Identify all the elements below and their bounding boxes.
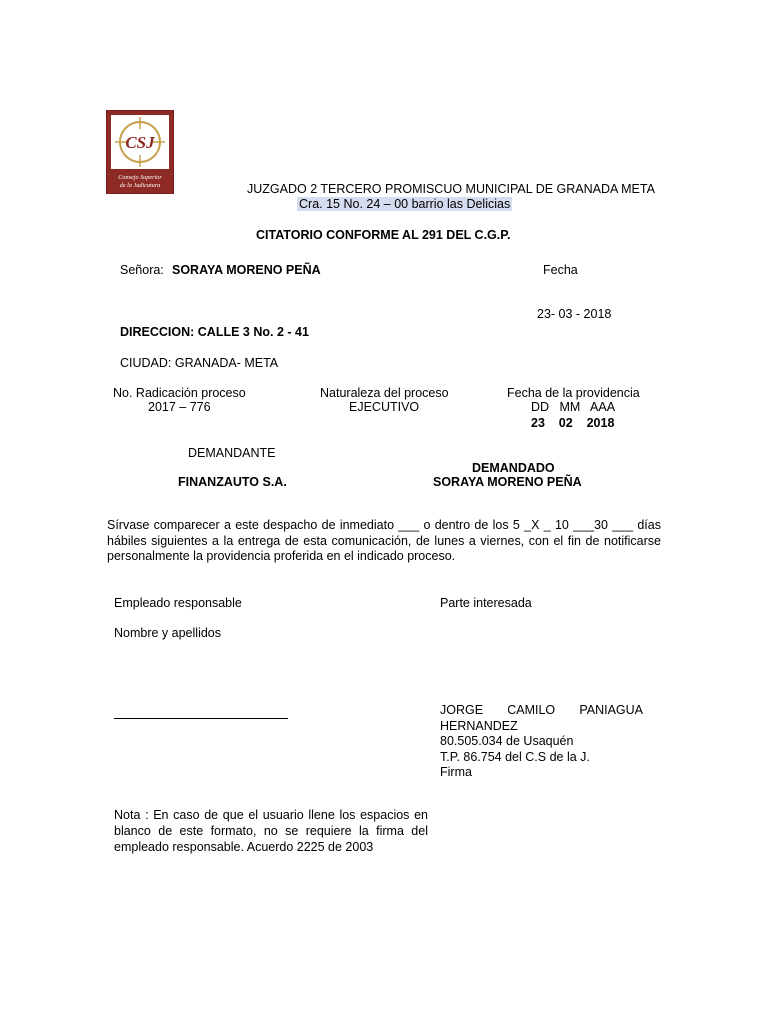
empleado-label: Empleado responsable: [114, 596, 242, 610]
firma-name-line2: HERNANDEZ: [440, 718, 518, 733]
logo-acronym: CSJ: [125, 133, 155, 152]
firma-block: [440, 703, 643, 781]
recipient-name: SORAYA MORENO PEÑA: [172, 263, 321, 277]
document-title: CITATORIO CONFORME AL 291 DEL C.G.P.: [256, 228, 511, 242]
parte-label: Parte interesada: [440, 596, 532, 610]
direccion: DIRECCION: CALLE 3 No. 2 - 41: [120, 325, 309, 339]
signature-line: [114, 718, 288, 719]
providencia-format: DD MM AAA: [531, 400, 616, 414]
providencia-label: Fecha de la providencia: [507, 386, 640, 400]
ciudad: CIUDAD: GRANADA- META: [120, 356, 279, 370]
nombre-label: Nombre y apellidos: [114, 626, 221, 640]
radicacion-value: 2017 – 776: [148, 400, 211, 414]
court-address-text: Cra. 15 No. 24 – 00 barrio las Delicias: [299, 197, 511, 211]
recipient-label: Señora:: [120, 263, 164, 277]
demandante-label: DEMANDANTE: [188, 446, 276, 460]
citation-paragraph: Sírvase comparecer a este despacho de inmediato ___ o dentro de los 5 _X _ 10 ___30 ___ días hábiles siguientes a la entrega de esta comunicación, de lunes a viernes, con el fin de notificarse personalmente la providencia proferida en el indicado proceso.: [107, 518, 661, 563]
court-address: [297, 197, 512, 211]
radicacion-label: No. Radicación proceso: [113, 386, 246, 400]
firma-name-line1: JORGE CAMILO PANIAGUA: [440, 703, 643, 717]
firma-id: 80.505.034 de Usaquén: [440, 734, 574, 748]
demandado-label: DEMANDADO: [472, 461, 555, 475]
logo-caption-line1: Consejo Superior: [118, 174, 162, 181]
logo-caption-line2: de la Judicatura: [119, 182, 161, 189]
naturaleza-label: Naturaleza del proceso: [320, 386, 449, 400]
nota: Nota : En caso de que el usuario llene los espacios en blanco de este formato, no se requiere la firma del empleado responsable. Acuerdo 2225 de 2003: [114, 808, 428, 854]
naturaleza-value: EJECUTIVO: [349, 400, 420, 414]
csj-logo: [106, 110, 174, 194]
date-value: 23- 03 - 2018: [537, 307, 612, 321]
firma-label: Firma: [440, 765, 472, 779]
court-name: JUZGADO 2 TERCERO PROMISCUO MUNICIPAL DE GRANADA META: [247, 182, 655, 196]
demandante-value: FINANZAUTO S.A.: [178, 475, 287, 489]
date-label: Fecha: [543, 263, 578, 277]
providencia-value: 23 02 2018: [531, 416, 615, 430]
firma-tp: T.P. 86.754 del C.S de la J.: [440, 749, 590, 764]
demandado-value: SORAYA MORENO PEÑA: [433, 475, 582, 489]
